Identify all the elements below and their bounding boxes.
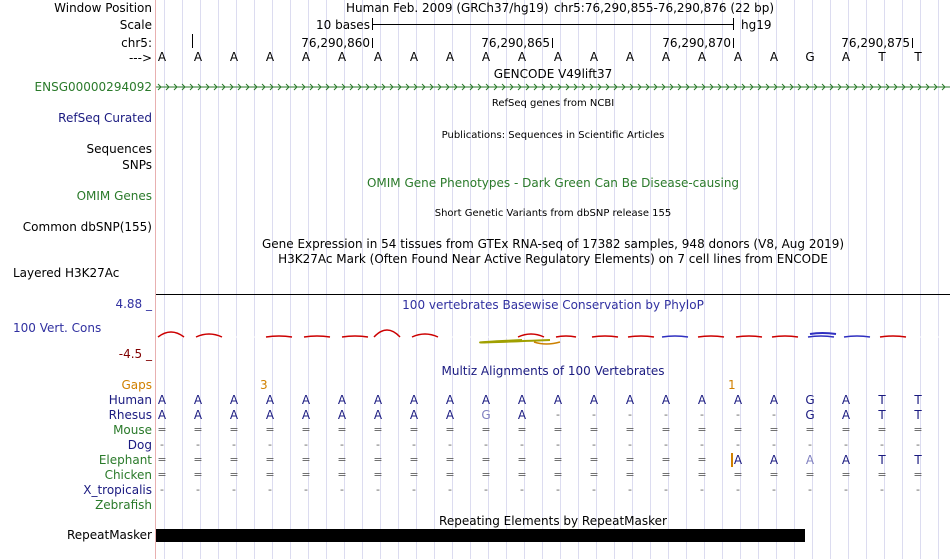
sequence-base: A xyxy=(337,50,347,64)
alignment-base: - xyxy=(340,483,344,496)
alignment-base: - xyxy=(628,438,632,451)
alignment-base: A xyxy=(409,393,419,407)
publications-track-title: Publications: Sequences in Scientific Articles xyxy=(441,130,665,141)
alignment-base: A xyxy=(301,408,311,422)
alignment-base: - xyxy=(376,438,380,451)
alignment-base: - xyxy=(772,408,776,421)
gencode-gene-feature[interactable] xyxy=(156,81,950,93)
sequence-base: A xyxy=(625,50,635,64)
alignment-base: - xyxy=(448,483,452,496)
alignment-base: - xyxy=(700,408,704,421)
alignment-base: - xyxy=(412,438,416,451)
alignment-base: - xyxy=(340,438,344,451)
alignment-base: = xyxy=(409,468,419,481)
alignment-base: - xyxy=(592,438,596,451)
alignment-base: A xyxy=(841,393,851,407)
repeat-element-bar[interactable] xyxy=(156,529,805,542)
alignment-base: = xyxy=(481,423,491,436)
sequence-base: A xyxy=(229,50,239,64)
alignment-base: - xyxy=(520,483,524,496)
label-gencode-gene[interactable]: ENSG00000294092 xyxy=(34,80,152,94)
alignment-base: A xyxy=(157,393,167,407)
alignment-base: A xyxy=(445,393,455,407)
species-label[interactable]: Rhesus xyxy=(108,408,152,422)
alignment-base: = xyxy=(157,423,167,436)
alignment-base: - xyxy=(880,483,884,496)
alignment-base: = xyxy=(805,468,815,481)
alignment-base: = xyxy=(301,453,311,466)
alignment-base: A xyxy=(769,393,779,407)
alignment-base: - xyxy=(664,438,668,451)
alignment-base: = xyxy=(409,423,419,436)
sequence-base: A xyxy=(193,50,203,64)
alignment-base: A xyxy=(373,408,383,422)
alignment-base: - xyxy=(808,483,812,496)
gap-count-1: 3 xyxy=(260,378,268,392)
ruler-tick xyxy=(912,38,913,48)
phylop-score xyxy=(810,333,836,334)
h3k27ac-track-title: H3K27Ac Mark (Often Found Near Active Regulatory Elements) on 7 cell lines from ENCODE xyxy=(278,252,828,266)
alignment-base: A xyxy=(265,408,275,422)
alignment-base: = xyxy=(589,453,599,466)
species-label[interactable]: Dog xyxy=(127,438,152,452)
alignment-base: = xyxy=(697,468,707,481)
sequence-base: A xyxy=(517,50,527,64)
alignment-base: A xyxy=(301,393,311,407)
alignment-base: = xyxy=(625,423,635,436)
alignment-base: = xyxy=(553,453,563,466)
alignment-base: = xyxy=(913,468,923,481)
alignment-base: = xyxy=(517,423,527,436)
alignment-base: T xyxy=(878,453,886,467)
species-label[interactable]: Elephant xyxy=(98,453,152,467)
repeatmasker-track-title: Repeating Elements by RepeatMasker xyxy=(439,514,667,528)
alignment-base: - xyxy=(700,438,704,451)
alignment-base: - xyxy=(592,408,596,421)
alignment-base: A xyxy=(733,453,743,467)
alignment-base: - xyxy=(520,438,524,451)
alignment-base: - xyxy=(736,438,740,451)
alignment-base: = xyxy=(265,423,275,436)
label-strand[interactable]: ---> xyxy=(128,51,152,65)
gtex-track-title: Gene Expression in 54 tissues from GTEx RNA-seq of 17382 samples, 948 donors (V8, Aug 2019) xyxy=(261,237,845,251)
alignment-base: = xyxy=(661,423,671,436)
ruler-coordinate: 76,290,870 xyxy=(662,36,731,50)
alignment-base: = xyxy=(481,468,491,481)
alignment-base: A xyxy=(229,408,239,422)
phylop-track-title: 100 vertebrates Basewise Conservation by PhyloP xyxy=(402,298,704,312)
sequence-base: A xyxy=(373,50,383,64)
alignment-base: = xyxy=(661,468,671,481)
alignment-base: T xyxy=(914,393,922,407)
alignment-base: = xyxy=(769,423,779,436)
sequence-base: A xyxy=(841,50,851,64)
species-label[interactable]: Zebrafish xyxy=(95,498,152,512)
alignment-base: A xyxy=(445,408,455,422)
alignment-base: = xyxy=(337,468,347,481)
alignment-base: A xyxy=(841,408,851,422)
sequence-base: A xyxy=(589,50,599,64)
alignment-base: = xyxy=(517,453,527,466)
alignment-base: = xyxy=(301,423,311,436)
alignment-base: = xyxy=(157,453,167,466)
alignment-base: = xyxy=(841,468,851,481)
alignment-base: T xyxy=(914,408,922,422)
position-readout: chr5:76,290,855-76,290,876 (22 bp) xyxy=(554,1,775,15)
assembly-title: Human Feb. 2009 (GRCh37/hg19) xyxy=(346,1,549,15)
ruler-coordinate: 76,290,875 xyxy=(841,36,910,50)
alignment-base: A xyxy=(193,408,203,422)
alignment-base: - xyxy=(844,438,848,451)
alignment-base: - xyxy=(736,483,740,496)
dbsnp-track-title: Short Genetic Variants from dbSNP release 155 xyxy=(434,208,672,219)
alignment-base: = xyxy=(409,453,419,466)
alignment-base: - xyxy=(808,438,812,451)
alignment-base: = xyxy=(229,468,239,481)
alignment-base: - xyxy=(556,483,560,496)
alignment-base: - xyxy=(160,483,164,496)
alignment-base: - xyxy=(664,483,668,496)
alignment-base: = xyxy=(445,423,455,436)
sequence-base: T xyxy=(878,50,886,64)
alignment-base: = xyxy=(733,468,743,481)
alignment-base: = xyxy=(553,468,563,481)
sequence-base: A xyxy=(157,50,167,64)
alignment-base: - xyxy=(628,408,632,421)
alignment-base: = xyxy=(265,453,275,466)
sequence-base: A xyxy=(697,50,707,64)
alignment-base: = xyxy=(841,423,851,436)
label-omim-genes[interactable]: OMIM Genes xyxy=(76,189,152,203)
sequence-base: A xyxy=(409,50,419,64)
alignment-base: A xyxy=(841,453,851,467)
alignment-base: A xyxy=(229,393,239,407)
alignment-base: A xyxy=(805,453,815,467)
ruler-tick xyxy=(372,38,373,48)
label-refseq-curated[interactable]: RefSeq Curated xyxy=(58,111,152,125)
alignment-base: A xyxy=(337,393,347,407)
label-snps[interactable]: SNPs xyxy=(122,158,152,172)
sequence-base: A xyxy=(445,50,455,64)
insertion-marker xyxy=(731,453,733,467)
alignment-base: A xyxy=(337,408,347,422)
label-chr[interactable]: chr5: xyxy=(121,36,152,50)
gap-count-2: 1 xyxy=(728,378,736,392)
gene-strand-arrows-icon xyxy=(156,81,950,93)
alignment-base: = xyxy=(517,468,527,481)
alignment-base: - xyxy=(484,438,488,451)
species-label[interactable]: X_tropicalis xyxy=(83,483,152,497)
alignment-base: = xyxy=(877,468,887,481)
phylop-conservation-plot[interactable] xyxy=(156,326,950,348)
alignment-base: = xyxy=(625,468,635,481)
alignment-base: = xyxy=(769,468,779,481)
alignment-base: A xyxy=(697,393,707,407)
label-repeatmasker[interactable]: RepeatMasker xyxy=(66,528,152,542)
alignment-base: - xyxy=(844,483,848,496)
ruler-coordinate: 76,290,865 xyxy=(481,36,550,50)
alignment-base: G xyxy=(481,408,491,422)
ruler-tick xyxy=(733,38,734,48)
phylop-score xyxy=(534,342,560,344)
phylop-score xyxy=(480,340,550,343)
alignment-base: - xyxy=(628,483,632,496)
alignment-base: - xyxy=(916,438,920,451)
phylop-max-value: 4.88 _ xyxy=(115,297,152,311)
alignment-base: = xyxy=(877,423,887,436)
alignment-base: = xyxy=(373,453,383,466)
alignment-base: = xyxy=(697,423,707,436)
alignment-base: - xyxy=(448,438,452,451)
species-label[interactable]: Human xyxy=(108,393,152,407)
alignment-base: - xyxy=(772,438,776,451)
alignment-base: = xyxy=(733,423,743,436)
sequence-base: A xyxy=(265,50,275,64)
sequence-base: A xyxy=(733,50,743,64)
gencode-track-title: GENCODE V49lift37 xyxy=(493,67,613,81)
species-label[interactable]: Chicken xyxy=(104,468,152,482)
alignment-base: = xyxy=(913,423,923,436)
alignment-base: - xyxy=(880,438,884,451)
ruler-tick xyxy=(192,34,193,48)
alignment-base: = xyxy=(661,453,671,466)
omim-track-title: OMIM Gene Phenotypes - Dark Green Can Be Disease-causing xyxy=(366,176,740,190)
alignment-base: - xyxy=(736,408,740,421)
alignment-base: = xyxy=(553,423,563,436)
alignment-base: = xyxy=(589,468,599,481)
alignment-base: - xyxy=(304,483,308,496)
alignment-base: - xyxy=(196,438,200,451)
alignment-base: A xyxy=(373,393,383,407)
sequence-base: G xyxy=(805,50,815,64)
alignment-base: A xyxy=(517,393,527,407)
alignment-base: - xyxy=(412,483,416,496)
alignment-base: A xyxy=(589,393,599,407)
alignment-base: = xyxy=(301,468,311,481)
sequence-base: A xyxy=(553,50,563,64)
alignment-base: T xyxy=(878,408,886,422)
alignment-base: = xyxy=(625,453,635,466)
alignment-base: A xyxy=(481,393,491,407)
alignment-base: = xyxy=(589,423,599,436)
sequence-base: A xyxy=(481,50,491,64)
alignment-base: - xyxy=(556,438,560,451)
alignment-base: G xyxy=(805,408,815,422)
alignment-base: - xyxy=(664,408,668,421)
alignment-base: - xyxy=(232,438,236,451)
label-h3k27ac[interactable]: Layered H3K27Ac xyxy=(13,266,120,280)
alignment-base: = xyxy=(337,423,347,436)
alignment-base: = xyxy=(193,423,203,436)
alignment-base: = xyxy=(337,453,347,466)
ruler-coordinate: 76,290,860 xyxy=(301,36,370,50)
track-label-column xyxy=(0,0,155,559)
scale-db: hg19 xyxy=(741,18,772,32)
alignment-base: - xyxy=(268,438,272,451)
alignment-base: A xyxy=(157,408,167,422)
alignment-base: T xyxy=(914,453,922,467)
scale-text: 10 bases xyxy=(316,18,370,32)
alignment-base: = xyxy=(805,423,815,436)
alignment-base: - xyxy=(268,483,272,496)
alignment-base: - xyxy=(700,483,704,496)
alignment-base: - xyxy=(376,483,380,496)
label-window-position[interactable]: Window Position xyxy=(54,1,152,15)
label-scale[interactable]: Scale xyxy=(119,18,152,32)
alignment-base: = xyxy=(229,423,239,436)
alignment-base: A xyxy=(661,393,671,407)
alignment-base: - xyxy=(232,483,236,496)
alignment-base: - xyxy=(556,408,560,421)
sequence-base: A xyxy=(661,50,671,64)
alignment-base: A xyxy=(553,393,563,407)
alignment-base: - xyxy=(304,438,308,451)
alignment-base: = xyxy=(373,423,383,436)
phylop-score xyxy=(158,332,184,337)
alignment-base: - xyxy=(592,483,596,496)
label-sequences[interactable]: Sequences xyxy=(86,142,152,156)
label-vert-cons[interactable]: 100 Vert. Cons xyxy=(13,321,102,335)
label-dbsnp[interactable]: Common dbSNP(155) xyxy=(22,220,152,234)
alignment-base: - xyxy=(196,483,200,496)
refseq-track-title: RefSeq genes from NCBI xyxy=(491,98,615,109)
alignment-base: - xyxy=(484,483,488,496)
alignment-base: A xyxy=(517,408,527,422)
alignment-base: - xyxy=(160,438,164,451)
alignment-base: A xyxy=(409,408,419,422)
sequence-base: A xyxy=(301,50,311,64)
multiz-track-title: Multiz Alignments of 100 Vertebrates xyxy=(441,364,665,378)
ruler-tick xyxy=(552,38,553,48)
alignment-base: = xyxy=(229,453,239,466)
species-label[interactable]: Mouse xyxy=(113,423,152,437)
alignment-base: = xyxy=(697,453,707,466)
alignment-base: = xyxy=(481,453,491,466)
phylop-min-value: -4.5 _ xyxy=(118,347,152,361)
alignment-base: - xyxy=(772,483,776,496)
alignment-base: - xyxy=(916,483,920,496)
alignment-base: A xyxy=(733,393,743,407)
alignment-base: = xyxy=(193,468,203,481)
alignment-base: = xyxy=(445,453,455,466)
alignment-base: = xyxy=(265,468,275,481)
alignment-base: G xyxy=(805,393,815,407)
sequence-base: T xyxy=(914,50,922,64)
sequence-base: A xyxy=(769,50,779,64)
alignment-base: = xyxy=(157,468,167,481)
alignment-base: A xyxy=(769,453,779,467)
phylop-score xyxy=(374,330,400,337)
alignment-base: = xyxy=(445,468,455,481)
alignment-base: A xyxy=(625,393,635,407)
alignment-base: = xyxy=(373,468,383,481)
alignment-base: A xyxy=(265,393,275,407)
track-divider xyxy=(156,294,950,295)
alignment-base: A xyxy=(193,393,203,407)
alignment-base: = xyxy=(193,453,203,466)
alignment-base: T xyxy=(878,393,886,407)
label-gaps[interactable]: Gaps xyxy=(121,378,152,392)
